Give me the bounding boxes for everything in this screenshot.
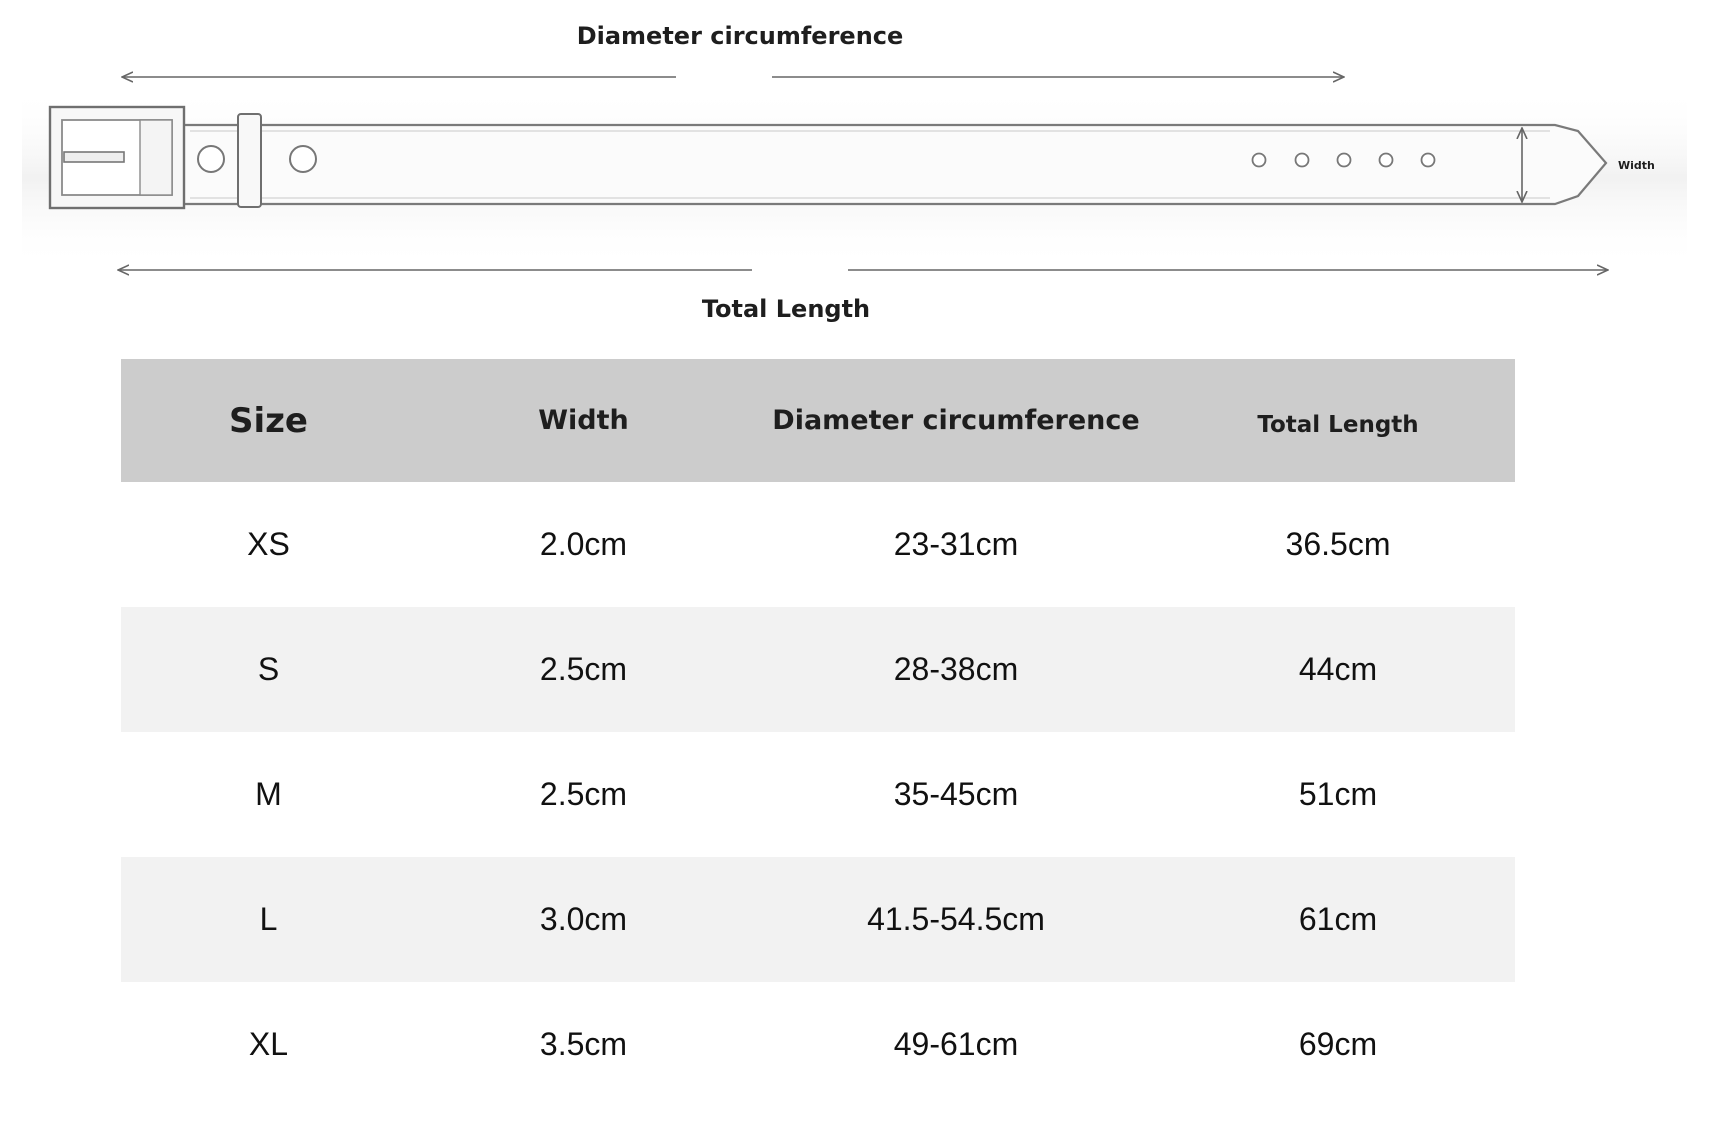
cell-width: 3.0cm (416, 857, 751, 982)
size-chart-table (121, 359, 1515, 1107)
cell-diameter: 49-61cm (751, 982, 1161, 1107)
cell-diameter: 35-45cm (751, 732, 1161, 857)
cell-total-length: 44cm (1161, 607, 1515, 732)
cell-diameter: 41.5-54.5cm (751, 857, 1161, 982)
cell-size: XS (121, 482, 416, 607)
collar-strap (182, 125, 1606, 204)
header-total-length: Total Length (1161, 359, 1515, 482)
total-length-label: Total Length (701, 295, 871, 323)
table-row (121, 857, 1515, 982)
buckle-icon (50, 107, 184, 208)
rivet-2 (290, 146, 316, 172)
diameter-circumference-label: Diameter circumference (576, 22, 904, 50)
cell-diameter: 23-31cm (751, 482, 1161, 607)
header-diameter-circumference: Diameter circumference (751, 359, 1161, 482)
cell-width: 2.5cm (416, 732, 751, 857)
keeper-loop (238, 114, 261, 207)
table-row (121, 482, 1515, 607)
cell-total-length: 69cm (1161, 982, 1515, 1107)
table-row (121, 732, 1515, 857)
cell-size: S (121, 607, 416, 732)
cell-diameter: 28-38cm (751, 607, 1161, 732)
cell-size: XL (121, 982, 416, 1107)
cell-total-length: 61cm (1161, 857, 1515, 982)
collar-diagram (0, 0, 1710, 340)
cell-width: 3.5cm (416, 982, 751, 1107)
cell-size: M (121, 732, 416, 857)
header-size: Size (121, 359, 416, 482)
table-row (121, 607, 1515, 732)
rivet-1 (198, 146, 224, 172)
header-width: Width (416, 359, 751, 482)
cell-width: 2.5cm (416, 607, 751, 732)
table-header-row (121, 359, 1515, 482)
table-row (121, 982, 1515, 1107)
cell-width: 2.0cm (416, 482, 751, 607)
width-label: Width (1618, 159, 1655, 172)
cell-total-length: 51cm (1161, 732, 1515, 857)
cell-total-length: 36.5cm (1161, 482, 1515, 607)
cell-size: L (121, 857, 416, 982)
